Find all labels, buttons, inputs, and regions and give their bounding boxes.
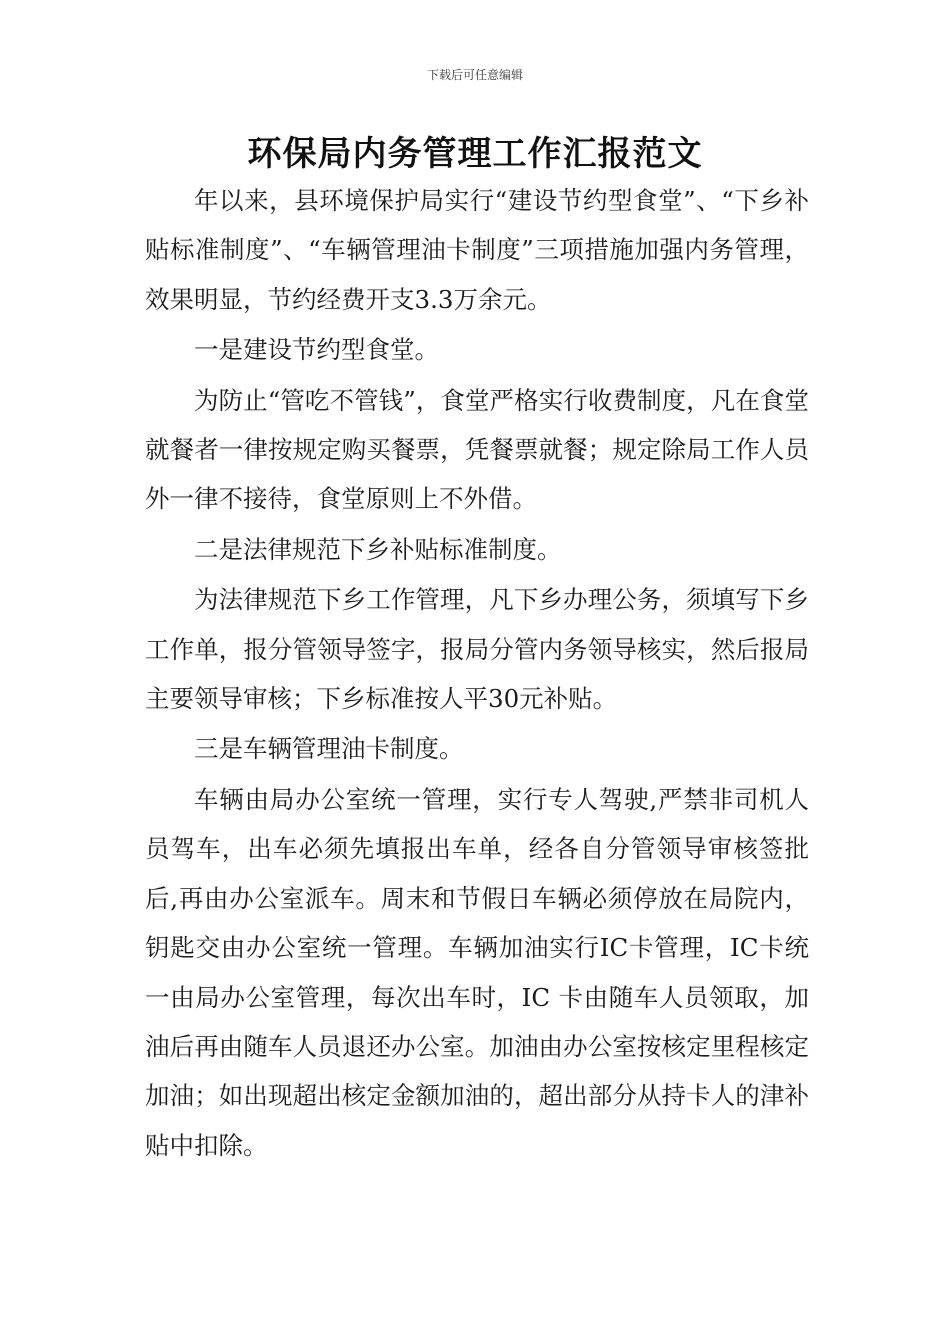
header-note: 下载后可任意编辑	[426, 68, 523, 82]
paragraph-vehicle: 车辆由局办公室统一管理，实行专人驾驶,严禁非司机人员驾车，出车必须先填报出车单，经各自分管领导审核签批后,再由办公室派车。周末和节假日车辆必须停放在局院内，钥匙交由办公室统一管理。车辆加油实行IC卡管理，IC卡统一由局办公室管理，每次出车时，IC 卡由随车人员领取，加油后再由随车人员退还办公室。加油由办公室按核定里程核定加油；如出现超出核定金额加油的，超出部分从持卡人的津补贴中扣除。	[145, 784, 809, 1160]
paragraph-subsidy: 为法律规范下乡工作管理，凡下乡办理公务，须填写下乡工作单，报分管领导签字，报局分管内务领导核实，然后报局主要领导审核；下乡标准按人平30元补贴。	[145, 585, 809, 714]
section-heading-subsidy: 二是法律规范下乡补贴标准制度。	[194, 534, 562, 564]
document-body	[145, 176, 809, 1171]
section-heading-vehicle: 三是车辆管理油卡制度。	[194, 734, 464, 764]
section-heading-canteen: 一是建设节约型食堂。	[194, 335, 439, 365]
paragraph-intro: 年以来，县环境保护局实行“建设节约型食堂”、“下乡补贴标准制度”、“车辆管理油卡制度”三项措施加强内务管理，效果明显，节约经费开支3.3万余元。	[145, 186, 809, 314]
paragraph-canteen: 为防止“管吃不管钱”，食堂严格实行收费制度，凡在食堂就餐者一律按规定购买餐票，凭餐票就餐；规定除局工作人员外一律不接待，食堂原则上不外借。	[145, 385, 809, 514]
document-title: 环保局内务管理工作汇报范文	[247, 134, 703, 174]
